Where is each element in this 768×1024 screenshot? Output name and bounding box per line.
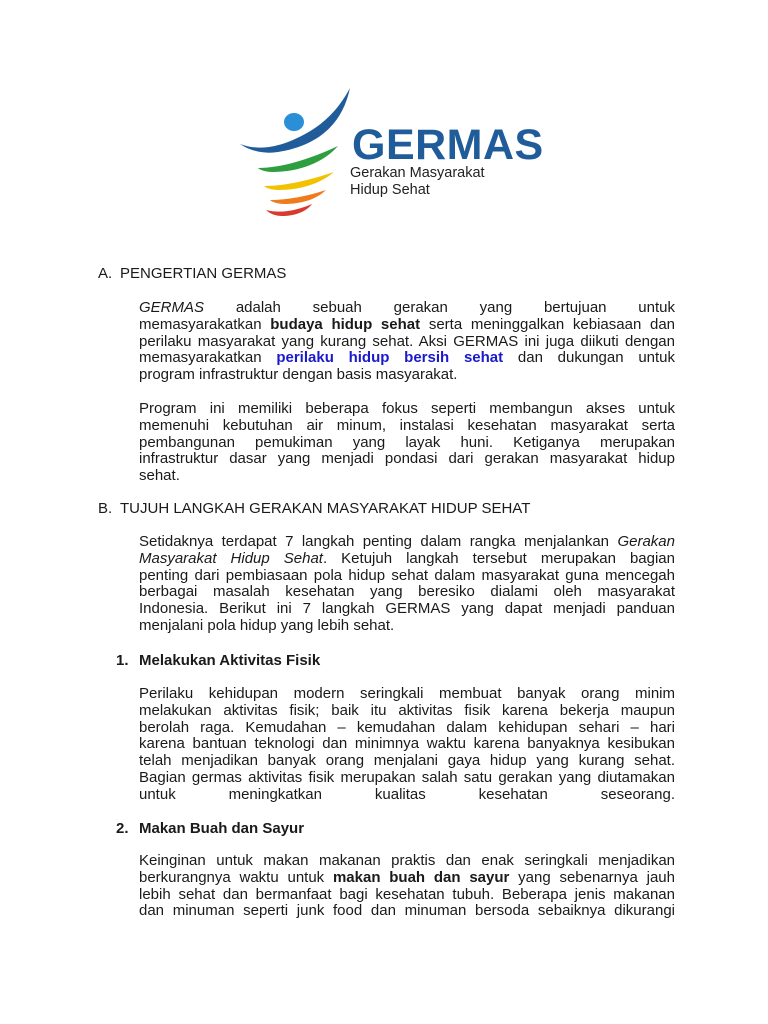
paragraph-line: perilaku masyarakat yang kurang sehat. Aksi GERMAS ini juga diikuti dengan	[139, 332, 675, 350]
line-text: adalah sebuah gerakan yang bertujuan untuk	[235, 299, 675, 316]
line-text: memasyarakatkan	[139, 349, 262, 367]
section-b-title: TUJUH LANGKAH GERAKAN MASYARAKAT HIDUP SEHAT	[120, 500, 531, 517]
paragraph-line: pembangunan pemukiman yang layak huni. Ketiganya merupakan	[139, 433, 675, 451]
italic-term: Gerakan	[617, 533, 675, 550]
line-text: . Ketujuh langkah tersebut merupakan bagian	[322, 549, 675, 567]
paragraph-line: dan minuman seperti junk food dan minuman bersoda sebaiknya dikurangi	[139, 902, 675, 920]
germas-figure-icon	[238, 86, 358, 220]
step-2-heading	[116, 820, 304, 837]
line-text: dan dukungan untuk	[517, 349, 676, 367]
section-b-heading	[98, 500, 530, 517]
section-a-paragraph-2	[139, 401, 675, 485]
paragraph-line: Indonesia. Berikut ini 7 langkah GERMAS yang dapat menjadi panduan	[139, 600, 675, 618]
logo-tagline-line-2: Hidup Sehat	[350, 182, 430, 198]
step-2-number: 2.	[116, 820, 129, 837]
paragraph-line	[139, 300, 675, 317]
section-b-marker: B.	[98, 500, 113, 517]
step-2-title: Makan Buah dan Sayur	[139, 820, 305, 837]
paragraph-line: berolah raga. Kemudahan – kemudahan dalam kehidupan sehari – hari	[139, 718, 675, 736]
line-text: Setidaknya terdapat 7 langkah penting dalam rangka menjalankan	[139, 533, 610, 550]
paragraph-line	[139, 534, 675, 551]
step-2-paragraph	[139, 853, 675, 920]
paragraph-line: lebih sehat dan bermanfaat bagi kesehatan tubuh. Beberapa jenis makanan	[139, 885, 675, 903]
paragraph-line: untuk meningkatkan kualitas kesehatan seseorang.	[139, 785, 675, 803]
paragraph-line: infrastruktur dasar yang menjadi pondasi dari gerakan masyarakat hidup	[139, 450, 675, 468]
section-a-heading	[98, 265, 286, 282]
paragraph-line	[139, 317, 675, 334]
logo-wordmark: GERMAS	[352, 121, 544, 169]
paragraph-line: program infrastruktur dengan basis masyarakat.	[139, 366, 458, 384]
step-1-paragraph	[139, 686, 675, 804]
paragraph-line: berbagai masalah kesehatan yang beresiko dialami oleh masyarakat	[139, 583, 675, 601]
line-text: memasyarakatkan	[139, 315, 262, 333]
line-text: berkurangnya waktu untuk	[139, 868, 325, 886]
section-a-title: PENGERTIAN GERMAS	[120, 265, 287, 282]
paragraph-line: Bagian germas aktivitas fisik merupakan salah satu gerakan yang diutamakan	[139, 768, 675, 786]
paragraph-line: telah menjadikan banyak orang menjalani gaya hidup yang kurang sehat.	[139, 752, 675, 770]
logo-tagline-line-1: Gerakan Masyarakat	[350, 165, 485, 181]
line-text: serta meninggalkan kebiasaan dan	[428, 315, 676, 333]
step-1-title: Melakukan Aktivitas Fisik	[139, 652, 321, 669]
paragraph-line	[139, 350, 675, 367]
italic-term: Masyarakat Hidup Sehat	[139, 549, 323, 567]
section-a-paragraph-1	[139, 300, 675, 384]
paragraph-line: karena bantuan teknologi dan minimnya waktu karena banyaknya kesibukan	[139, 735, 675, 753]
paragraph-line: menjalani pola hidup yang lebih sehat.	[139, 616, 395, 634]
paragraph-line: memenuhi kebutuhan air minum, instalasi kesehatan masyarakat serta	[139, 416, 675, 434]
step-1-heading	[116, 652, 320, 669]
line-text: yang sebenarnya jauh	[518, 868, 675, 886]
step-1-number: 1.	[116, 652, 129, 669]
paragraph-line: Keinginan untuk makan makanan praktis dan enak seringkali menjadikan	[139, 852, 675, 869]
link-perilaku-hidup-bersih-sehat[interactable]: perilaku hidup bersih sehat	[276, 349, 504, 367]
paragraph-line: Program ini memiliki beberapa fokus seperti membangun akses untuk	[139, 400, 675, 417]
germas-logo	[238, 86, 544, 220]
section-b-intro	[139, 534, 675, 635]
paragraph-line: melakukan aktivitas fisik; baik itu aktivitas fisik karena bekerja maupun	[139, 701, 675, 719]
bold-term: makan buah dan sayur	[332, 868, 510, 886]
paragraph-line: sehat.	[139, 467, 180, 485]
paragraph-line: Perilaku kehidupan modern seringkali membuat banyak orang minim	[139, 685, 675, 702]
bold-term: budaya hidup sehat	[270, 315, 421, 333]
paragraph-line	[139, 870, 675, 887]
paragraph-line	[139, 551, 675, 568]
section-a-marker: A.	[98, 265, 113, 282]
italic-term: GERMAS	[139, 299, 205, 316]
paragraph-line: penting dari pembiasaan pola hidup sehat dalam masyarakat guna mencegah	[139, 566, 675, 584]
